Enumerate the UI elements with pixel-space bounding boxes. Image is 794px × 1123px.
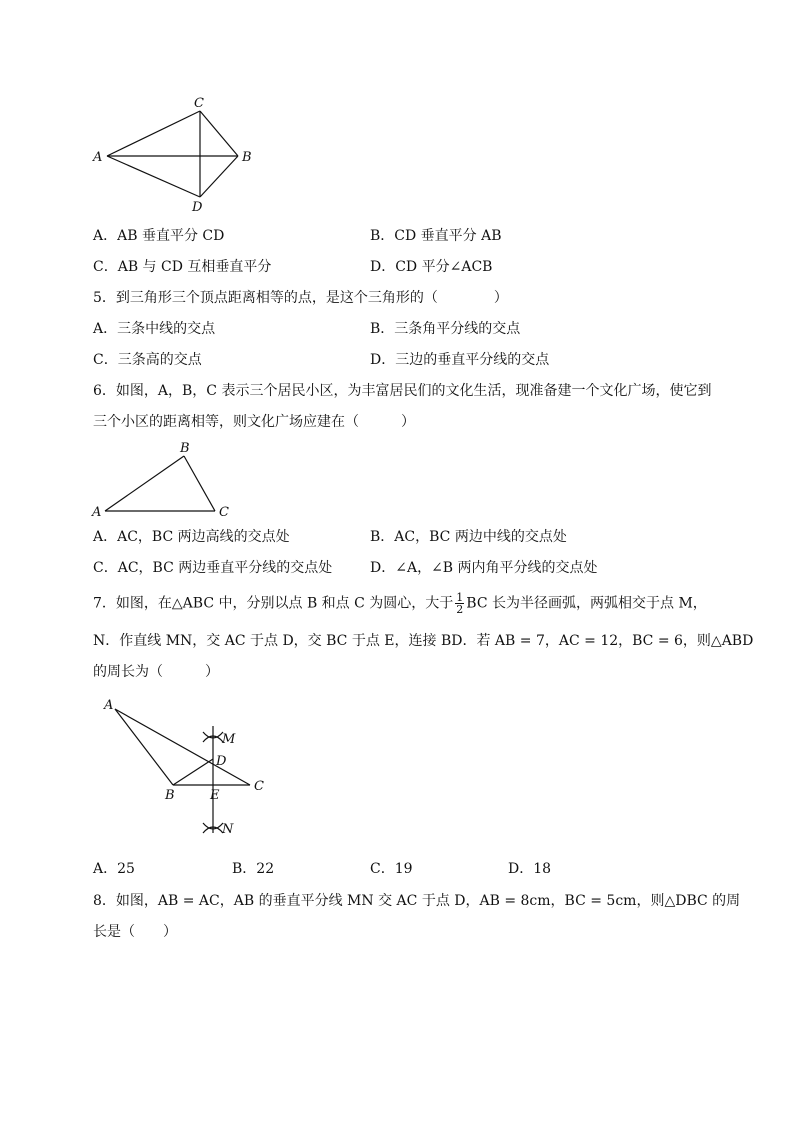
- point-label-e: E: [210, 788, 220, 803]
- segment-bc: [184, 456, 215, 511]
- point-label-c: C: [194, 96, 204, 111]
- segment-ac: [107, 111, 200, 156]
- q7-stem-part-2: BC 长为半径画弧，两弧相交于点 M，: [466, 595, 707, 612]
- fraction-numerator: 1: [456, 591, 464, 604]
- q7-stem-part-1: 7．如图，在△ABC 中，分别以点 B 和点 C 为圆心，大于: [93, 595, 454, 612]
- point-label-b: B: [242, 150, 252, 165]
- q6-option-d[interactable]: D．∠A，∠B 两内角平分线的交点处: [370, 560, 598, 576]
- point-label-n: N: [222, 822, 234, 837]
- point-label-d: D: [216, 754, 227, 769]
- q7-option-a[interactable]: A．25: [93, 861, 135, 877]
- segment-ab: [115, 709, 173, 785]
- point-label-a: A: [104, 698, 114, 713]
- q7-option-b[interactable]: B．22: [232, 861, 275, 877]
- segment-bd: [173, 759, 213, 785]
- q6-stem-line-1: 6．如图，A，B，C 表示三个居民小区，为丰富居民们的文化生活，现准备建一个文化广场，使它到: [93, 383, 712, 399]
- point-label-b: B: [165, 788, 175, 803]
- q7-stem-line-1: [93, 592, 707, 615]
- q6-option-b[interactable]: B．AC，BC 两边中线的交点处: [370, 529, 567, 545]
- q6-figure: [88, 438, 248, 523]
- q4-option-d[interactable]: D．CD 平分∠ACB: [370, 259, 493, 275]
- fraction-one-half: [455, 592, 464, 615]
- fraction-denominator: 2: [456, 603, 464, 616]
- q4-option-c[interactable]: C．AB 与 CD 互相垂直平分: [93, 259, 272, 275]
- point-label-a: A: [93, 150, 103, 165]
- point-label-c: C: [254, 779, 264, 794]
- segment-cb: [200, 111, 238, 156]
- q4-figure: [88, 95, 258, 220]
- q5-option-b[interactable]: B．三条角平分线的交点: [370, 321, 521, 337]
- point-label-d: D: [192, 200, 203, 215]
- q5-stem: 5．到三角形三个顶点距离相等的点，是这个三角形的（ ）: [93, 290, 508, 306]
- q6-triangle-diagram: [88, 438, 248, 523]
- q7-stem-line-3: 的周长为（ ）: [93, 664, 219, 680]
- q4-option-a[interactable]: A．AB 垂直平分 CD: [93, 228, 225, 244]
- q7-option-c[interactable]: C．19: [370, 861, 413, 877]
- q8-stem-line-1: 8．如图，AB = AC，AB 的垂直平分线 MN 交 AC 于点 D，AB = 8cm，BC = 5cm，则△DBC 的周: [93, 893, 741, 909]
- q4-kite-diagram: [88, 95, 258, 220]
- segment-ab: [105, 456, 184, 511]
- point-label-a: A: [92, 505, 102, 520]
- q6-option-c[interactable]: C．AC，BC 两边垂直平分线的交点处: [93, 560, 333, 576]
- q5-option-d[interactable]: D．三边的垂直平分线的交点: [370, 352, 550, 368]
- q4-option-b[interactable]: B．CD 垂直平分 AB: [370, 228, 502, 244]
- q6-stem-line-2: 三个小区的距离相等，则文化广场应建在（ ）: [93, 414, 415, 430]
- q7-stem-line-2: N．作直线 MN，交 AC 于点 D，交 BC 于点 E，连接 BD．若 AB = 7，AC = 12，BC = 6，则△ABD: [93, 633, 754, 649]
- q6-option-a[interactable]: A．AC，BC 两边高线的交点处: [93, 529, 290, 545]
- segment-ac: [115, 709, 250, 785]
- q5-option-a[interactable]: A．三条中线的交点: [93, 321, 216, 337]
- point-label-c: C: [219, 505, 229, 520]
- q7-figure: [95, 693, 275, 843]
- q7-option-d[interactable]: D．18: [508, 861, 552, 877]
- point-label-m: M: [222, 732, 236, 747]
- segment-da: [107, 156, 200, 197]
- q8-stem-line-2: 长是（ ）: [93, 924, 177, 940]
- q7-construction-diagram: [95, 693, 275, 843]
- segment-bd: [200, 156, 238, 197]
- point-label-b: B: [180, 441, 190, 456]
- q5-option-c[interactable]: C．三条高的交点: [93, 352, 202, 368]
